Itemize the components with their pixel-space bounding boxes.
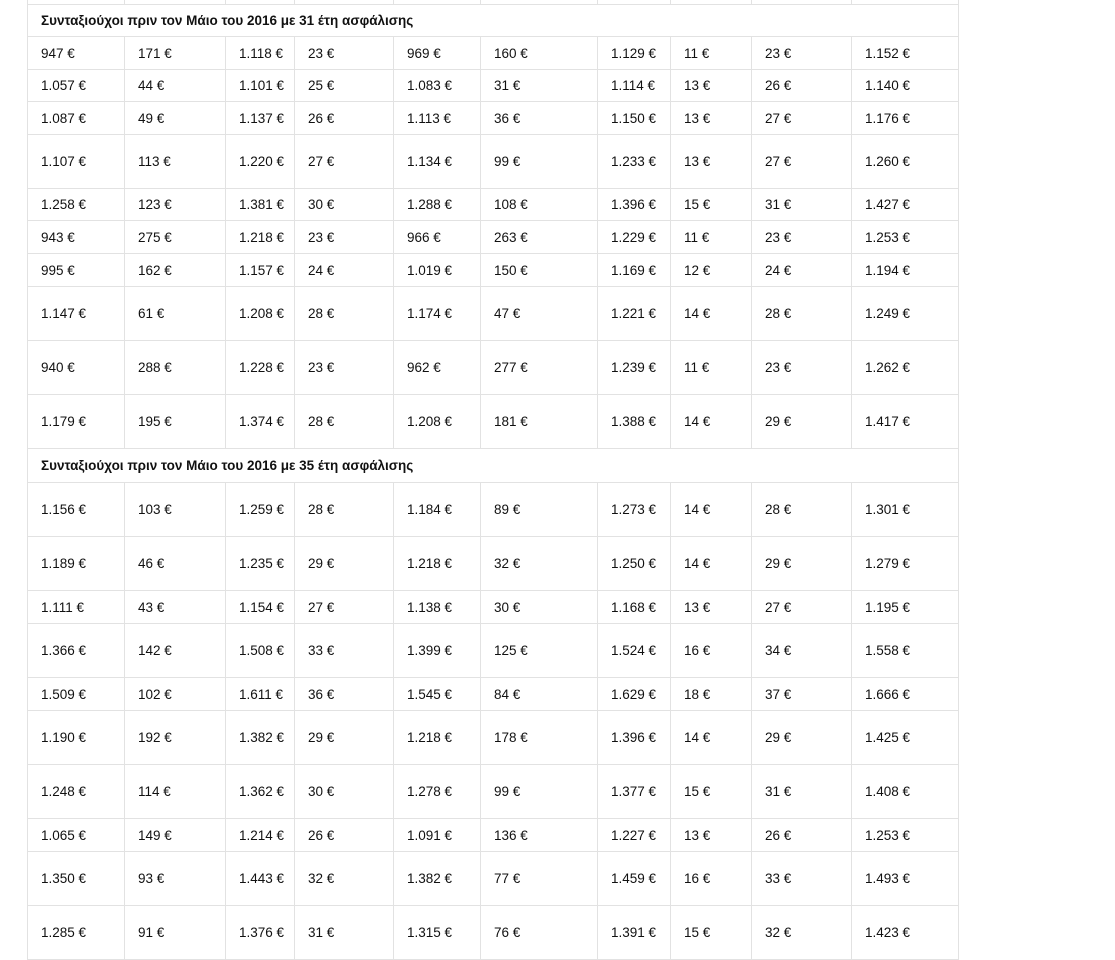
table-cell: 16 € [671,624,752,678]
table-cell: 1.301 € [852,483,959,537]
table-cell: 14 € [671,483,752,537]
table-cell: 1.248 € [28,765,125,819]
table-cell: 1.558 € [852,624,959,678]
table-cell: 1.195 € [852,591,959,624]
table-cell: 25 € [295,70,394,102]
table-cell: 125 € [481,624,598,678]
table-cell: 1.509 € [28,678,125,711]
table-cell: 1.408 € [852,765,959,819]
table-cell: 1.218 € [394,537,481,591]
table-cell: 102 € [125,678,226,711]
table-cell: 77 € [481,852,598,906]
table-cell: 24 € [295,254,394,287]
table-cell: 1.611 € [226,678,295,711]
table-cell: 114 € [125,765,226,819]
table-cell: 195 € [125,395,226,449]
table-cell: 1.111 € [28,591,125,624]
table-cell: 29 € [752,537,852,591]
table-cell: 28 € [295,395,394,449]
table-cell: 47 € [481,287,598,341]
table-cell: 1.362 € [226,765,295,819]
table-cell: 108 € [481,189,598,221]
table-cell: 15 € [671,765,752,819]
table-cell: 16 € [671,852,752,906]
table-cell: 13 € [671,102,752,135]
table-cell: 1.279 € [852,537,959,591]
table-cell: 13 € [671,591,752,624]
table-cell: 1.396 € [598,711,671,765]
table-cell: 93 € [125,852,226,906]
table-cell: 1.150 € [598,102,671,135]
table-cell: 1.101 € [226,70,295,102]
table-cell: 49 € [125,102,226,135]
table-cell: 113 € [125,135,226,189]
table-cell: 1.666 € [852,678,959,711]
table-cell: 1.208 € [226,287,295,341]
table-row [28,70,959,102]
table-cell: 24 € [752,254,852,287]
table-cell: 947 € [28,37,125,70]
table-cell: 171 € [125,37,226,70]
table-cell: 969 € [394,37,481,70]
table-cell: 1.137 € [226,102,295,135]
table-cell: 1.220 € [226,135,295,189]
table-cell: 34 € [752,624,852,678]
table-cell: 30 € [481,591,598,624]
table-cell: 1.113 € [394,102,481,135]
table-cell: 23 € [295,37,394,70]
table-cell: 162 € [125,254,226,287]
table-cell: 1.190 € [28,711,125,765]
table-cell: 142 € [125,624,226,678]
table-cell: 29 € [752,711,852,765]
table-cell: 14 € [671,537,752,591]
table-cell: 1.239 € [598,341,671,395]
table-cell: 91 € [125,906,226,960]
table-cell: 1.508 € [226,624,295,678]
table-cell: 962 € [394,341,481,395]
table-cell: 263 € [481,221,598,254]
table-cell: 43 € [125,591,226,624]
table-cell: 13 € [671,135,752,189]
table-cell: 1.228 € [226,341,295,395]
table-cell: 1.545 € [394,678,481,711]
table-cell: 178 € [481,711,598,765]
table-cell: 277 € [481,341,598,395]
table-cell: 23 € [295,221,394,254]
pension-table-body [28,0,959,960]
table-cell: 32 € [752,906,852,960]
table-cell: 18 € [671,678,752,711]
table-cell: 1.382 € [394,852,481,906]
table-cell: 288 € [125,341,226,395]
table-cell: 1.057 € [28,70,125,102]
table-cell: 1.260 € [852,135,959,189]
table-cell: 14 € [671,287,752,341]
table-cell: 149 € [125,819,226,852]
table-row [28,341,959,395]
table-cell: 1.168 € [598,591,671,624]
table-row [28,254,959,287]
table-cell: 31 € [481,70,598,102]
table-cell: 192 € [125,711,226,765]
table-cell: 275 € [125,221,226,254]
table-cell: 31 € [295,906,394,960]
table-cell: 1.285 € [28,906,125,960]
table-cell: 1.194 € [852,254,959,287]
table-cell: 150 € [481,254,598,287]
table-cell: 13 € [671,70,752,102]
table-cell: 1.152 € [852,37,959,70]
table-cell: 1.629 € [598,678,671,711]
table-cell: 99 € [481,765,598,819]
table-row [28,678,959,711]
table-cell: 26 € [752,70,852,102]
table-cell: 89 € [481,483,598,537]
table-row [28,711,959,765]
table-cell: 1.214 € [226,819,295,852]
table-cell: 1.459 € [598,852,671,906]
table-cell: 28 € [295,287,394,341]
table-cell: 37 € [752,678,852,711]
table-cell: 27 € [752,135,852,189]
table-cell: 1.065 € [28,819,125,852]
table-cell: 31 € [752,765,852,819]
table-cell: 181 € [481,395,598,449]
table-cell: 1.221 € [598,287,671,341]
table-cell: 940 € [28,341,125,395]
table-cell: 1.169 € [598,254,671,287]
table-row [28,221,959,254]
table-cell: 1.417 € [852,395,959,449]
table-cell: 1.227 € [598,819,671,852]
table-cell: 1.208 € [394,395,481,449]
table-cell: 27 € [295,591,394,624]
table-cell: 1.425 € [852,711,959,765]
table-cell: 30 € [295,189,394,221]
table-cell: 1.140 € [852,70,959,102]
table-cell: 46 € [125,537,226,591]
table-row [28,395,959,449]
table-cell: 1.493 € [852,852,959,906]
table-cell: 1.189 € [28,537,125,591]
table-cell: 33 € [295,624,394,678]
table-cell: 123 € [125,189,226,221]
table-cell: 1.087 € [28,102,125,135]
table-cell: 1.399 € [394,624,481,678]
table-cell: 26 € [295,819,394,852]
table-cell: 11 € [671,341,752,395]
section-header-row [28,449,959,483]
table-cell: 31 € [752,189,852,221]
table-cell: 13 € [671,819,752,852]
table-cell: 61 € [125,287,226,341]
table-cell: 1.156 € [28,483,125,537]
table-row [28,37,959,70]
table-cell: 1.423 € [852,906,959,960]
table-cell: 1.382 € [226,711,295,765]
table-cell: 943 € [28,221,125,254]
table-cell: 36 € [295,678,394,711]
table-row [28,591,959,624]
table-cell: 160 € [481,37,598,70]
table-cell: 27 € [752,591,852,624]
table-cell: 99 € [481,135,598,189]
table-cell: 1.376 € [226,906,295,960]
table-row [28,102,959,135]
table-cell: 1.179 € [28,395,125,449]
pension-table [27,0,959,960]
table-cell: 15 € [671,906,752,960]
table-cell: 103 € [125,483,226,537]
table-cell: 32 € [481,537,598,591]
table-cell: 995 € [28,254,125,287]
table-cell: 1.019 € [394,254,481,287]
table-cell: 28 € [295,483,394,537]
table-cell: 1.381 € [226,189,295,221]
table-cell: 33 € [752,852,852,906]
table-cell: 1.114 € [598,70,671,102]
table-cell: 23 € [752,221,852,254]
table-cell: 1.157 € [226,254,295,287]
section-header-row [28,5,959,37]
section-title: Συνταξιούχοι πριν τον Μάιο του 2016 με 35 έτη ασφάλισης [28,449,959,483]
table-cell: 1.174 € [394,287,481,341]
table-cell: 1.262 € [852,341,959,395]
table-cell: 27 € [752,102,852,135]
table-cell: 11 € [671,221,752,254]
table-cell: 15 € [671,189,752,221]
table-cell: 1.443 € [226,852,295,906]
table-cell: 1.253 € [852,819,959,852]
table-cell: 1.288 € [394,189,481,221]
table-cell: 1.315 € [394,906,481,960]
table-row [28,906,959,960]
table-cell: 1.396 € [598,189,671,221]
table-cell: 1.235 € [226,537,295,591]
table-row [28,852,959,906]
table-cell: 11 € [671,37,752,70]
table-cell: 26 € [295,102,394,135]
table-row [28,483,959,537]
table-cell: 23 € [752,37,852,70]
table-cell: 14 € [671,711,752,765]
table-cell: 27 € [295,135,394,189]
table-row [28,537,959,591]
table-cell: 136 € [481,819,598,852]
table-cell: 29 € [295,537,394,591]
table-cell: 1.249 € [852,287,959,341]
table-cell: 29 € [295,711,394,765]
table-cell: 76 € [481,906,598,960]
section-title: Συνταξιούχοι πριν τον Μάιο του 2016 με 31 έτη ασφάλισης [28,5,959,37]
table-row [28,287,959,341]
table-cell: 1.250 € [598,537,671,591]
table-cell: 26 € [752,819,852,852]
table-cell: 14 € [671,395,752,449]
table-cell: 23 € [295,341,394,395]
table-cell: 1.273 € [598,483,671,537]
table-cell: 30 € [295,765,394,819]
table-cell: 966 € [394,221,481,254]
table-cell: 1.524 € [598,624,671,678]
table-cell: 23 € [752,341,852,395]
table-cell: 1.129 € [598,37,671,70]
table-cell: 1.229 € [598,221,671,254]
table-cell: 1.258 € [28,189,125,221]
table-row [28,624,959,678]
table-cell: 1.154 € [226,591,295,624]
table-cell: 1.366 € [28,624,125,678]
table-row [28,189,959,221]
table-cell: 1.233 € [598,135,671,189]
table-cell: 12 € [671,254,752,287]
table-row [28,135,959,189]
table-cell: 1.374 € [226,395,295,449]
table-cell: 1.107 € [28,135,125,189]
table-cell: 1.391 € [598,906,671,960]
table-cell: 1.176 € [852,102,959,135]
table-cell: 1.427 € [852,189,959,221]
table-cell: 1.134 € [394,135,481,189]
table-cell: 1.147 € [28,287,125,341]
table-cell: 1.278 € [394,765,481,819]
table-cell: 1.184 € [394,483,481,537]
table-cell: 1.118 € [226,37,295,70]
table-row [28,819,959,852]
table-cell: 1.388 € [598,395,671,449]
table-row [28,765,959,819]
table-cell: 84 € [481,678,598,711]
table-cell: 36 € [481,102,598,135]
table-cell: 28 € [752,483,852,537]
table-cell: 28 € [752,287,852,341]
table-cell: 1.218 € [226,221,295,254]
table-cell: 1.218 € [394,711,481,765]
table-cell: 32 € [295,852,394,906]
table-cell: 1.138 € [394,591,481,624]
table-cell: 29 € [752,395,852,449]
table-cell: 1.377 € [598,765,671,819]
table-cell: 1.083 € [394,70,481,102]
table-cell: 1.091 € [394,819,481,852]
table-cell: 1.253 € [852,221,959,254]
table-cell: 44 € [125,70,226,102]
table-cell: 1.350 € [28,852,125,906]
table-cell: 1.259 € [226,483,295,537]
